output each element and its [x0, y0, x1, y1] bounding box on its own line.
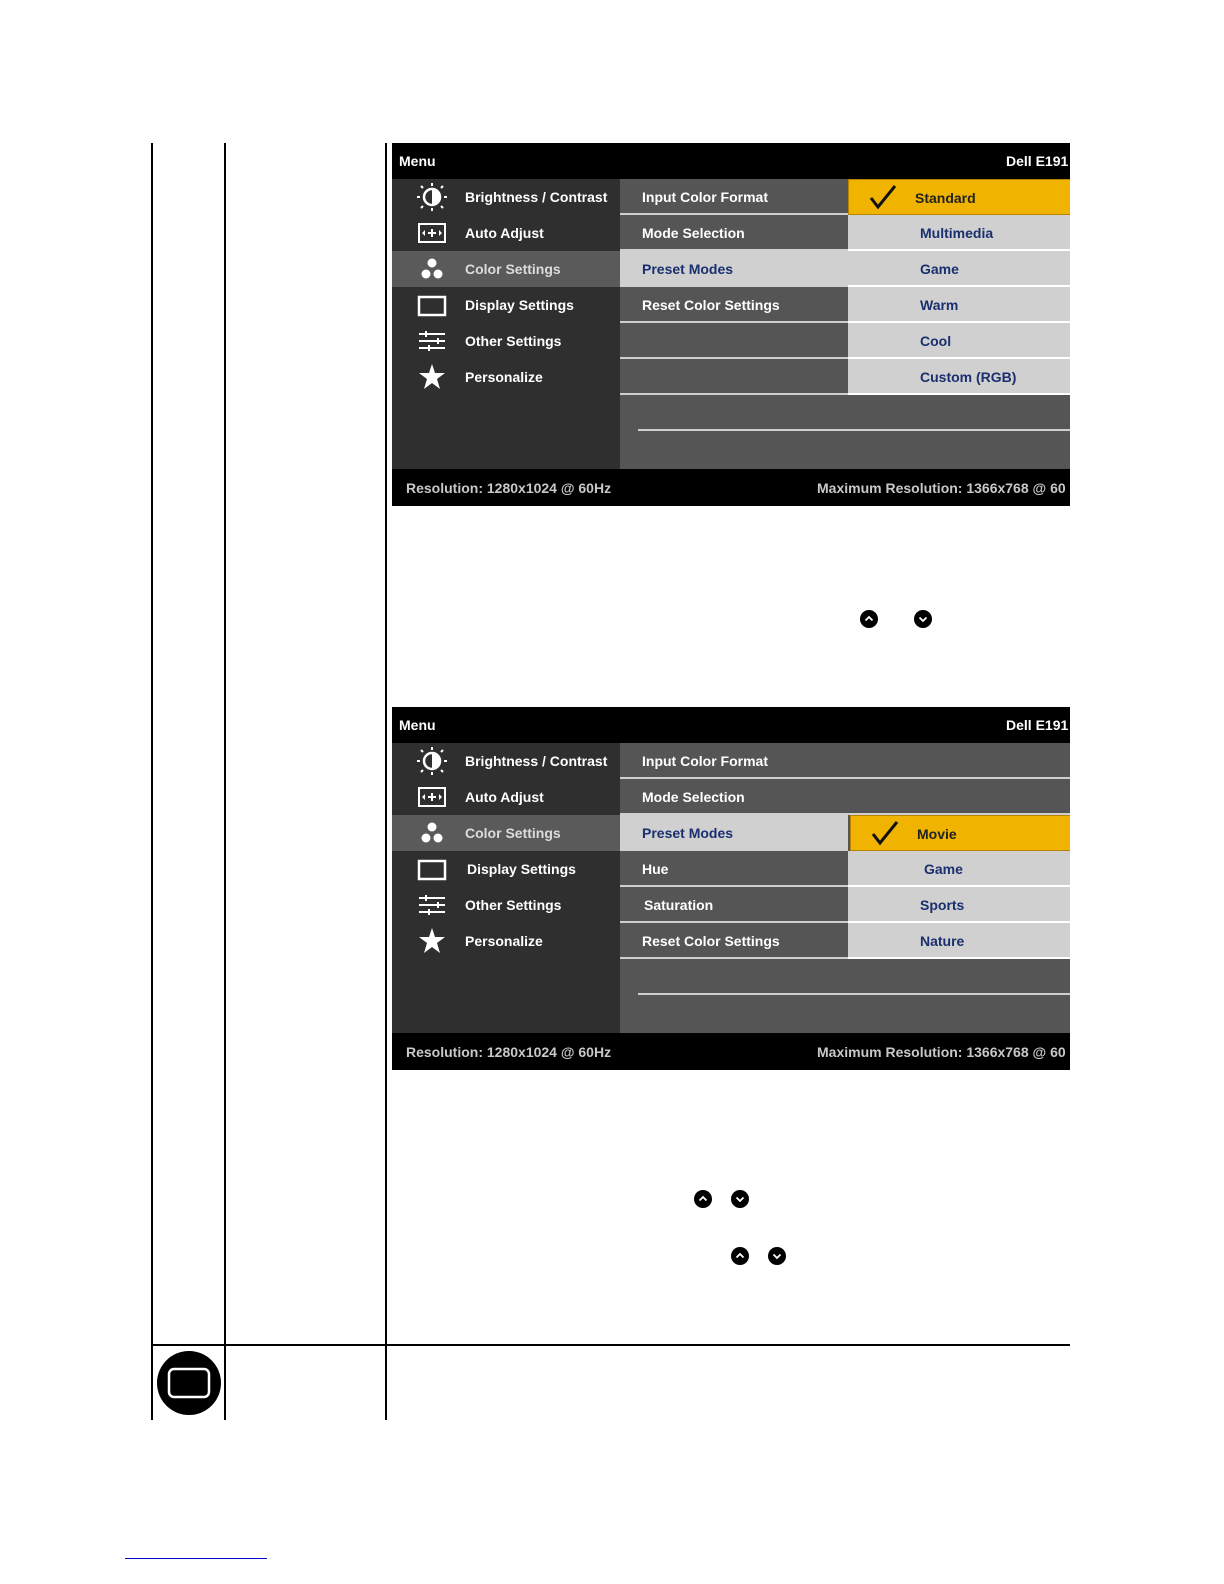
other-settings-icon [414, 327, 450, 355]
option-label: Sports [920, 897, 965, 913]
menu-item-label: Personalize [465, 933, 543, 949]
menu-item-label: Color Settings [465, 825, 561, 841]
back-to-contents-link[interactable] [125, 1558, 267, 1559]
submenu-item-reset-color-settings[interactable] [620, 923, 848, 959]
color-settings-icon [414, 819, 450, 847]
menu-item-label: Color Settings [465, 261, 561, 277]
display-settings-icon [414, 855, 450, 883]
up-arrow-button-icon [694, 1190, 712, 1208]
option-movie[interactable] [850, 815, 1070, 851]
option-label: Game [924, 861, 963, 877]
submenu-item-label: Input Color Format [642, 753, 768, 769]
menu-item-display-settings[interactable] [392, 851, 620, 887]
osd-main-menu [392, 179, 620, 469]
osd-model-name: Dell E191 [1006, 153, 1069, 169]
submenu-item-label: Input Color Format [642, 189, 768, 205]
submenu-item-hue[interactable] [620, 851, 848, 887]
submenu-item-label: Preset Modes [642, 261, 734, 277]
osd-title-bar [392, 143, 1070, 179]
osd-main-menu [392, 743, 620, 1033]
option-label: Multimedia [920, 225, 994, 241]
option-sports[interactable] [848, 887, 1070, 923]
star-icon [414, 363, 450, 391]
osd-menu-button-icon [157, 1351, 221, 1415]
osd-footer [392, 469, 1070, 506]
menu-item-auto-adjust[interactable] [392, 215, 620, 251]
option-label: Game [920, 261, 959, 277]
menu-item-label: Auto Adjust [465, 225, 544, 241]
submenu-empty-row [638, 395, 1070, 431]
osd-submenu [620, 743, 1070, 1033]
menu-item-personalize[interactable] [392, 923, 620, 959]
down-arrow-button-icon [731, 1190, 749, 1208]
star-icon [414, 927, 450, 955]
up-arrow-button-icon [731, 1247, 749, 1265]
up-arrow-button-icon [860, 610, 878, 628]
resolution-text: Resolution: 1280x1024 @ 60Hz [406, 480, 612, 496]
osd-menu-title: Menu [399, 153, 436, 169]
option-warm[interactable] [848, 287, 1070, 323]
menu-item-personalize[interactable] [392, 359, 620, 395]
menu-item-label: Brightness / Contrast [465, 189, 608, 205]
option-label: Standard [915, 190, 976, 206]
submenu-empty-row [638, 959, 1070, 995]
menu-item-other-settings[interactable] [392, 323, 620, 359]
checkmark-icon [869, 184, 897, 210]
menu-item-label: Auto Adjust [465, 789, 544, 805]
table-row-divider [151, 1344, 1070, 1346]
submenu-empty-row [638, 995, 1070, 1029]
menu-item-label: Other Settings [465, 333, 562, 349]
other-settings-icon [414, 891, 450, 919]
submenu-item-label: Mode Selection [642, 789, 745, 805]
submenu-item-label: Hue [642, 861, 669, 877]
menu-item-label: Display Settings [467, 861, 576, 877]
option-label: Movie [917, 826, 957, 842]
menu-item-color-settings[interactable] [392, 815, 620, 851]
osd-screenshot-bottom [392, 707, 1070, 1070]
menu-item-other-settings[interactable] [392, 887, 620, 923]
osd-title-bar [392, 707, 1070, 743]
osd-screenshot-top [392, 143, 1070, 506]
max-resolution-text: Maximum Resolution: 1366x768 @ 60 [817, 1044, 1066, 1060]
submenu-item-preset-modes[interactable] [620, 815, 848, 851]
menu-item-auto-adjust[interactable] [392, 779, 620, 815]
color-settings-icon [414, 255, 450, 283]
osd-menu-title: Menu [399, 717, 436, 733]
auto-adjust-icon [414, 783, 450, 811]
submenu-item-label: Mode Selection [642, 225, 745, 241]
menu-item-brightness-contrast[interactable] [392, 179, 620, 215]
option-game[interactable] [848, 851, 1070, 887]
option-label: Custom (RGB) [920, 369, 1017, 385]
resolution-text: Resolution: 1280x1024 @ 60Hz [406, 1044, 612, 1060]
osd-submenu [620, 179, 1070, 469]
auto-adjust-icon [414, 219, 450, 247]
table-border-left [151, 143, 153, 1420]
osd-footer [392, 1033, 1070, 1070]
menu-item-label: Display Settings [465, 297, 574, 313]
option-standard[interactable] [848, 179, 1070, 215]
checkmark-icon [871, 820, 899, 846]
menu-item-label: Brightness / Contrast [465, 753, 608, 769]
osd-model-name: Dell E191 [1006, 717, 1069, 733]
menu-item-color-settings[interactable] [392, 251, 620, 287]
submenu-empty-row [620, 359, 848, 395]
submenu-item-label: Saturation [644, 897, 714, 913]
option-custom-rgb[interactable] [848, 359, 1070, 395]
submenu-item-input-color-format[interactable] [620, 743, 1070, 779]
submenu-item-reset-color-settings[interactable] [620, 287, 848, 323]
option-nature[interactable] [848, 923, 1070, 959]
option-label: Warm [920, 297, 959, 313]
table-border-col2 [385, 143, 387, 1420]
menu-item-label: Other Settings [465, 897, 562, 913]
submenu-item-label: Reset Color Settings [642, 933, 780, 949]
submenu-item-preset-modes[interactable] [620, 251, 848, 287]
menu-item-brightness-contrast[interactable] [392, 743, 620, 779]
max-resolution-text: Maximum Resolution: 1366x768 @ 60 [817, 480, 1066, 496]
table-border-col1 [224, 143, 226, 1420]
option-cool[interactable] [848, 323, 1070, 359]
submenu-empty-row [638, 431, 1070, 465]
option-game[interactable] [848, 251, 1070, 287]
option-multimedia[interactable] [848, 215, 1070, 251]
menu-item-label: Personalize [465, 369, 543, 385]
submenu-item-label: Reset Color Settings [642, 297, 780, 313]
submenu-empty-row [620, 323, 848, 359]
submenu-item-input-color-format[interactable] [620, 179, 848, 215]
menu-item-display-settings[interactable] [392, 287, 620, 323]
option-label: Nature [920, 933, 965, 949]
submenu-item-saturation[interactable] [620, 887, 848, 923]
submenu-item-mode-selection[interactable] [620, 779, 1070, 815]
option-label: Cool [920, 333, 952, 349]
submenu-item-mode-selection[interactable] [620, 215, 848, 251]
brightness-icon [414, 183, 450, 211]
brightness-icon [414, 747, 450, 775]
down-arrow-button-icon [768, 1247, 786, 1265]
down-arrow-button-icon [914, 610, 932, 628]
submenu-item-label: Preset Modes [642, 825, 734, 841]
display-settings-icon [414, 291, 450, 319]
